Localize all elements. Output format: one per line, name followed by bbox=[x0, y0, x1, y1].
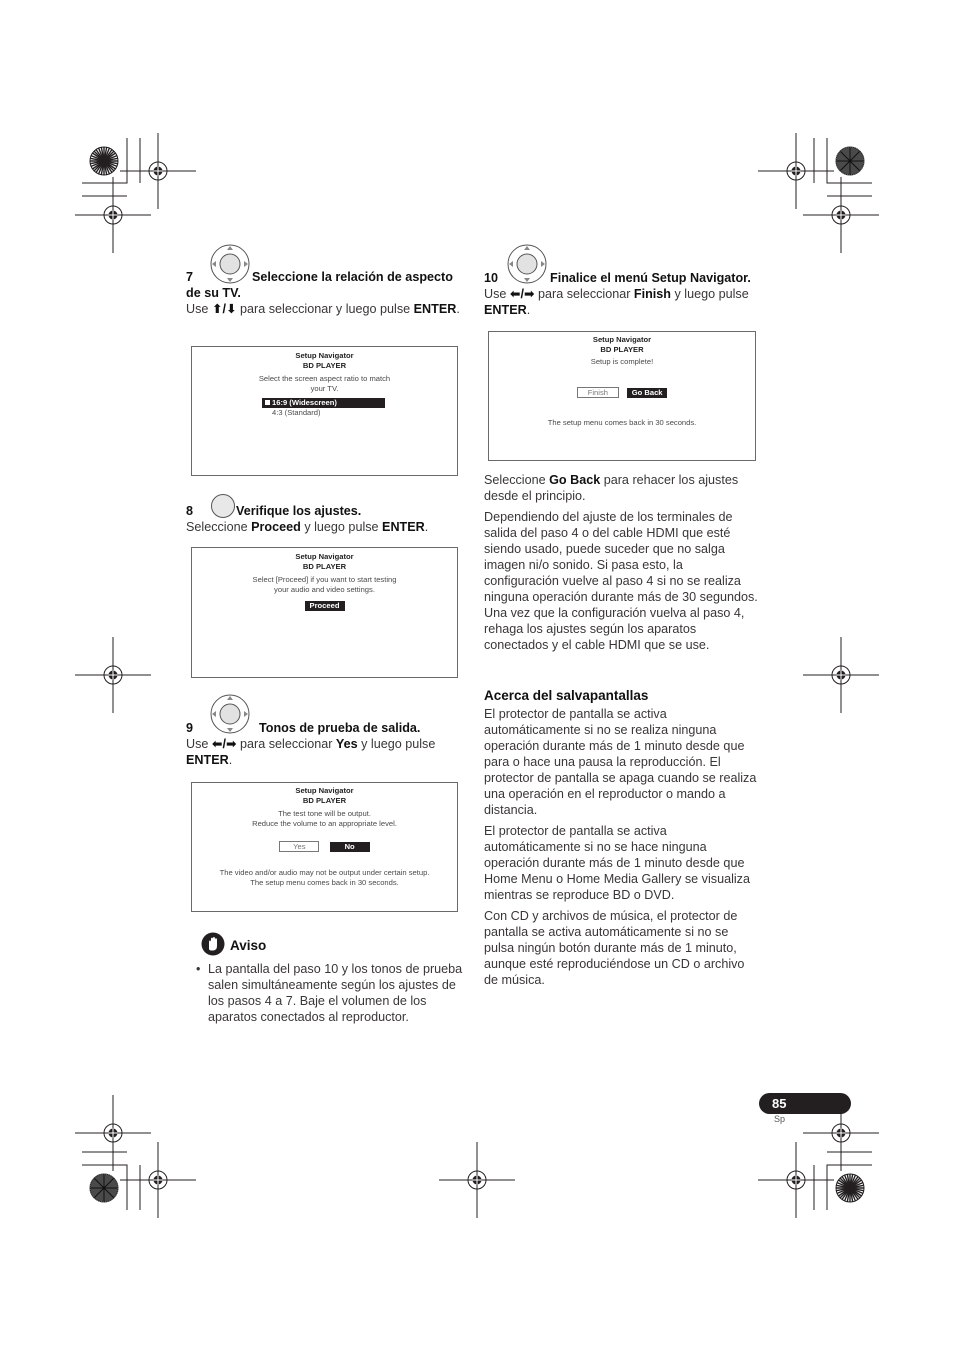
screensaver-paragraph-2: El protector de pantalla se activa automáticamente si no se hace ninguna operación durante más de 1 minuto desde que Home Menu o Home Media Gallery se visualiza mientras se reproduce BD o DVD. bbox=[484, 824, 750, 902]
aspect-option-widescreen[interactable]: 16:9 (Widescreen) bbox=[262, 398, 385, 408]
step-7-heading bbox=[186, 269, 461, 301]
finish-button[interactable]: Finish bbox=[577, 387, 619, 398]
screensaver-heading: Acerca del salvapantallas bbox=[484, 688, 649, 703]
step-10-screen: Setup Navigator BD PLAYER Setup is complete! Finish Go Back The setup menu comes back in 30 seconds. bbox=[488, 331, 756, 461]
step-10-instruction: Use ⬅/➡ para seleccionar Finish y luego pulse ENTER. bbox=[484, 287, 749, 317]
up-down-arrows-icon: ⬆/⬇ bbox=[211, 302, 237, 316]
caution-hand-icon bbox=[201, 932, 225, 956]
no-button[interactable]: No bbox=[330, 842, 370, 852]
enter-key: ENTER bbox=[413, 302, 457, 316]
left-right-arrows-icon: ⬅/➡ bbox=[211, 737, 237, 751]
step-number: 7 bbox=[186, 270, 194, 284]
step-title: Seleccione la relación de aspecto de su TV. bbox=[186, 270, 453, 300]
hdmi-paragraph: Dependiendo del ajuste de los terminales de salida del paso 4 o del cable HDMI que esté siendo usado, puede suceder que no salga imagen ni/o sonido. Si pasa esto, la configuración vuelve al paso 4 si no se realiza ninguna operación durante más de 30 segundos. Una vez que la configuración vuelva al paso 4, rehaga los ajustes según los aparatos conectados y el cable HDMI que se use. bbox=[484, 510, 758, 652]
step-7-screen: Setup Navigator BD PLAYER Select the screen aspect ratio to match your TV. 16:9 (Widescreen) 4:3 (Standard) bbox=[191, 346, 458, 476]
step-8-heading: 8 Verifique los ajustes. bbox=[186, 504, 362, 518]
page-number-badge: 85 bbox=[759, 1093, 851, 1114]
screensaver-paragraph-3: Con CD y archivos de música, el protector de pantalla se activa automáticamente si no se pulsa ningún botón durante más de 1 minuto, aunque esté reproduciéndose un CD o archivo de música. bbox=[484, 909, 745, 987]
step-10-heading: 10 Finalice el menú Setup Navigator. bbox=[484, 271, 751, 285]
step-9-heading: 9 Tonos de prueba de salida. bbox=[186, 721, 421, 735]
aviso-title: Aviso bbox=[230, 938, 267, 953]
aviso-bullet: • La pantalla del paso 10 y los tonos de prueba salen simultáneamente según los ajustes de los pasos 4 a 7. Baje el volumen de los aparatos conectados al reproductor. bbox=[196, 962, 463, 1024]
step-8-screen: Setup Navigator BD PLAYER Select [Proceed] if you want to start testing your audio and video settings. Proceed bbox=[191, 547, 458, 678]
yes-button[interactable]: Yes bbox=[279, 841, 319, 852]
step-7-instruction: Use ⬆/⬇ para seleccionar y luego pulse ENTER. bbox=[186, 302, 460, 316]
step-8-instruction: Seleccione Proceed y luego pulse ENTER. bbox=[186, 520, 429, 534]
go-back-button[interactable]: Go Back bbox=[627, 388, 667, 398]
step-9-instruction: Use ⬅/➡ para seleccionar Yes y luego pulse ENTER. bbox=[186, 737, 436, 767]
screensaver-paragraph-1: El protector de pantalla se activa automáticamente si no se realiza ninguna operación durante más de 1 minuto desde que para o hace una pausa la reproducción. El protector de pantalla se apaga cuando se realiza una operación en el reproductor o mando a distancia. bbox=[484, 707, 757, 817]
left-right-arrows-icon: ⬅/➡ bbox=[509, 287, 535, 301]
proceed-button[interactable]: Proceed bbox=[305, 601, 345, 611]
aspect-option-standard[interactable]: 4:3 (Standard) bbox=[272, 408, 321, 417]
go-back-paragraph: Seleccione Go Back para rehacer los ajustes desde el principio. bbox=[484, 473, 739, 503]
step-9-screen: Setup Navigator BD PLAYER The test tone will be output. Reduce the volume to an appropriate level. Yes No The video and/or audio may not be output under certain setup. The setup menu comes back in 30 seconds. bbox=[191, 782, 458, 912]
language-code: Sp bbox=[774, 1114, 786, 1124]
